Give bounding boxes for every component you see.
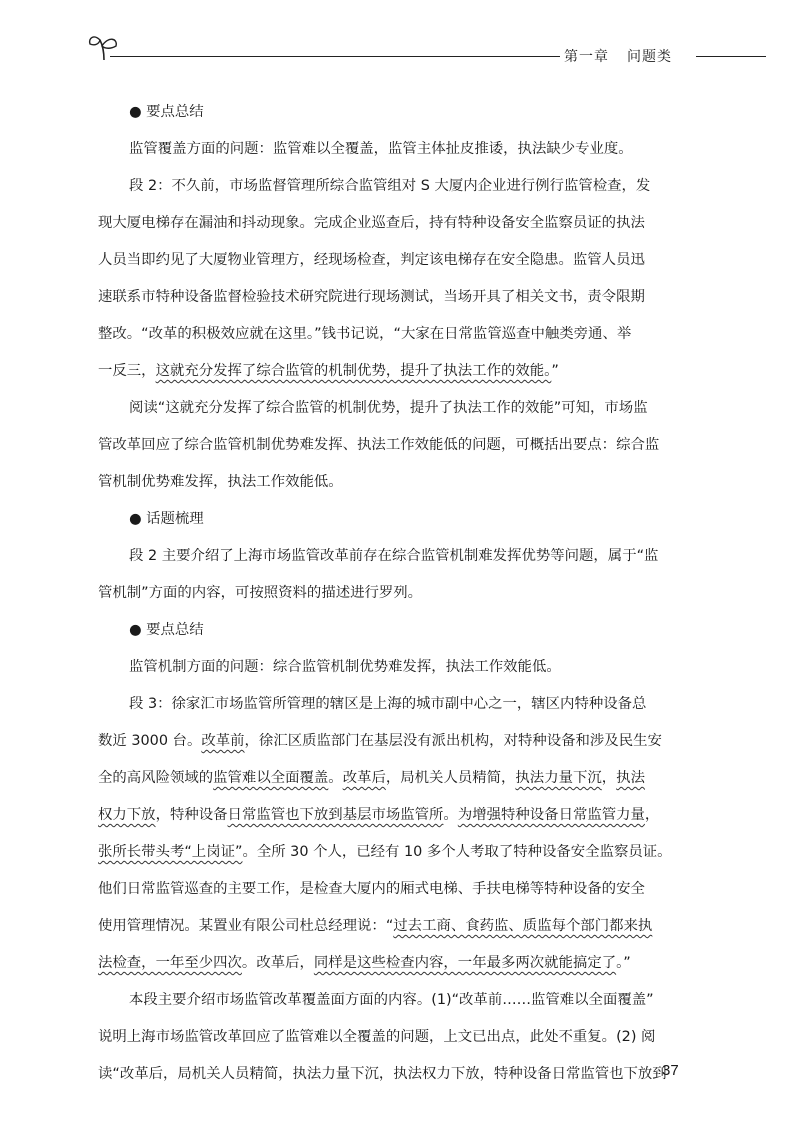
chapter-label: 第一章: [564, 49, 609, 65]
text-run: 使用管理情况。某置业有限公司杜总经理说：“: [98, 918, 394, 934]
text-line: [98, 131, 688, 168]
text-run: 段 2：不久前，市场监督管理所综合监管组对 S 大厦内企业进行例行监管检查，发: [129, 178, 651, 194]
text-run: 管机制优势难发挥，执法工作效能低。: [98, 474, 343, 490]
text-line: [98, 316, 688, 353]
heading-text: ● 要点总结: [129, 104, 204, 120]
underlined-phrase: 执法: [616, 770, 645, 786]
underlined-phrase: 权力下放: [98, 807, 156, 823]
underlined-phrase: 为增强特种设备日常监管力量: [457, 807, 645, 823]
text-run: 管改革回应了综合监管机制优势难发挥、执法工作效能低的问题，可概括出要点：综合监: [98, 437, 660, 453]
leaf-ornament-icon: [86, 32, 122, 62]
text-line: [98, 427, 688, 464]
text-run: 本段主要介绍市场监管改革覆盖面方面的内容。(1)“改革前……监管难以全面覆盖”: [129, 992, 654, 1008]
text-run: 。全所 30 个人，已经有 10 多个人考取了特种设备安全监察员证。: [242, 844, 672, 860]
chapter-heading: [564, 46, 672, 66]
text-line: [98, 723, 688, 760]
header-rule-right: [696, 56, 766, 57]
text-run: 。改革后，: [241, 955, 314, 971]
text-line: [98, 205, 688, 242]
underlined-phrase: 过去工商、食药监、质监每个部门都来执: [393, 918, 653, 934]
text-line: [98, 242, 688, 279]
text-run: 监管机制方面的问题：综合监管机制优势难发挥，执法工作效能低。: [129, 659, 561, 675]
text-run: 速联系市特种设备监督检验技术研究院进行现场测试，当场开具了相关文书，责令限期: [98, 289, 645, 305]
underlined-phrase: 这就充分发挥了综合监管的机制优势，提升了执法工作的效能。: [155, 363, 552, 379]
text-run: ，: [644, 807, 660, 823]
text-line: [98, 871, 688, 908]
text-line: [98, 834, 688, 871]
text-run: 数近 3000 台。: [98, 733, 202, 749]
text-run: 。: [328, 770, 343, 786]
body-text: [98, 94, 688, 1093]
text-line: [98, 1019, 688, 1056]
text-run: 阅读“这就充分发挥了综合监管的机制优势，提升了执法工作的效能”可知，市场监: [129, 400, 648, 416]
section-heading: [98, 612, 688, 649]
underlined-phrase: 改革后: [342, 770, 386, 786]
text-line: [98, 538, 688, 575]
text-line: [98, 1056, 688, 1093]
text-run: ，徐汇区质监部门在基层没有派出机构，对特种设备和涉及民生安: [244, 733, 662, 749]
text-run: ，: [601, 770, 617, 786]
text-run: ，特种设备: [155, 807, 228, 823]
text-run: 读“改革后，局机关人员精简，执法力量下沉，执法权力下放，特种设备日常监管也下放到: [98, 1066, 667, 1082]
page-number: 37: [662, 1062, 679, 1079]
section-heading: [98, 501, 688, 538]
text-line: [98, 686, 688, 723]
heading-text: ● 话题梳理: [129, 511, 204, 527]
text-run: 。: [443, 807, 458, 823]
text-line: [98, 575, 688, 612]
text-run: 段 2 主要介绍了上海市场监管改革前存在综合监管机制难发挥优势等问题，属于“监: [129, 548, 659, 564]
underlined-phrase: 改革前: [201, 733, 245, 749]
text-run: 监管覆盖方面的问题：监管难以全覆盖，监管主体扯皮推诿，执法缺少专业度。: [129, 141, 633, 157]
underlined-phrase: 执法力量下沉: [515, 770, 602, 786]
text-run: 全的高风险领域的: [98, 770, 214, 786]
header-rule-left: [110, 56, 560, 57]
text-run: 整改。“改革的积极效应就在这里。”钱书记说，“大家在日常监管巡查中触类旁通、举: [98, 326, 632, 342]
page-header: [0, 30, 800, 70]
text-run: 。”: [616, 955, 631, 971]
underlined-phrase: 法检查，一年至少四次: [98, 955, 242, 971]
text-line: [98, 464, 688, 501]
text-run: 管机制”方面的内容，可按照资料的描述进行罗列。: [98, 585, 423, 601]
underlined-phrase: 张所长带头考“上岗证”: [98, 844, 243, 860]
text-run: 说明上海市场监管改革回应了监管难以全覆盖的问题，上文已出点，此处不重复。(2) 阅: [98, 1029, 656, 1045]
text-line: [98, 390, 688, 427]
text-line: [98, 168, 688, 205]
text-line: [98, 760, 688, 797]
section-label: 问题类: [627, 49, 672, 65]
underlined-phrase: 同样是这些检查内容，一年最多两次就能搞定了: [313, 955, 617, 971]
text-run: 现大厦电梯存在漏油和抖动现象。完成企业巡查后，持有特种设备安全监察员证的执法: [98, 215, 645, 231]
text-run: 一反三，: [98, 363, 156, 379]
text-line: [98, 797, 688, 834]
section-heading: [98, 94, 688, 131]
heading-text: ● 要点总结: [129, 622, 204, 638]
text-run: 段 3：徐家汇市场监管所管理的辖区是上海的城市副中心之一，辖区内特种设备总: [129, 696, 647, 712]
text-run: ”: [551, 363, 559, 379]
text-line: [98, 353, 688, 390]
text-line: [98, 908, 688, 945]
text-run: ，局机关人员精简，: [385, 770, 516, 786]
underlined-phrase: 日常监管也下放到基层市场监管所: [227, 807, 444, 823]
text-line: [98, 649, 688, 686]
text-line: [98, 982, 688, 1019]
text-line: [98, 279, 688, 316]
underlined-phrase: 监管难以全面覆盖: [213, 770, 329, 786]
text-run: 他们日常监管巡查的主要工作，是检查大厦内的厢式电梯、手扶电梯等特种设备的安全: [98, 881, 645, 897]
text-run: 人员当即约见了大厦物业管理方，经现场检查，判定该电梯存在安全隐患。监管人员迅: [98, 252, 645, 268]
text-line: [98, 945, 688, 982]
